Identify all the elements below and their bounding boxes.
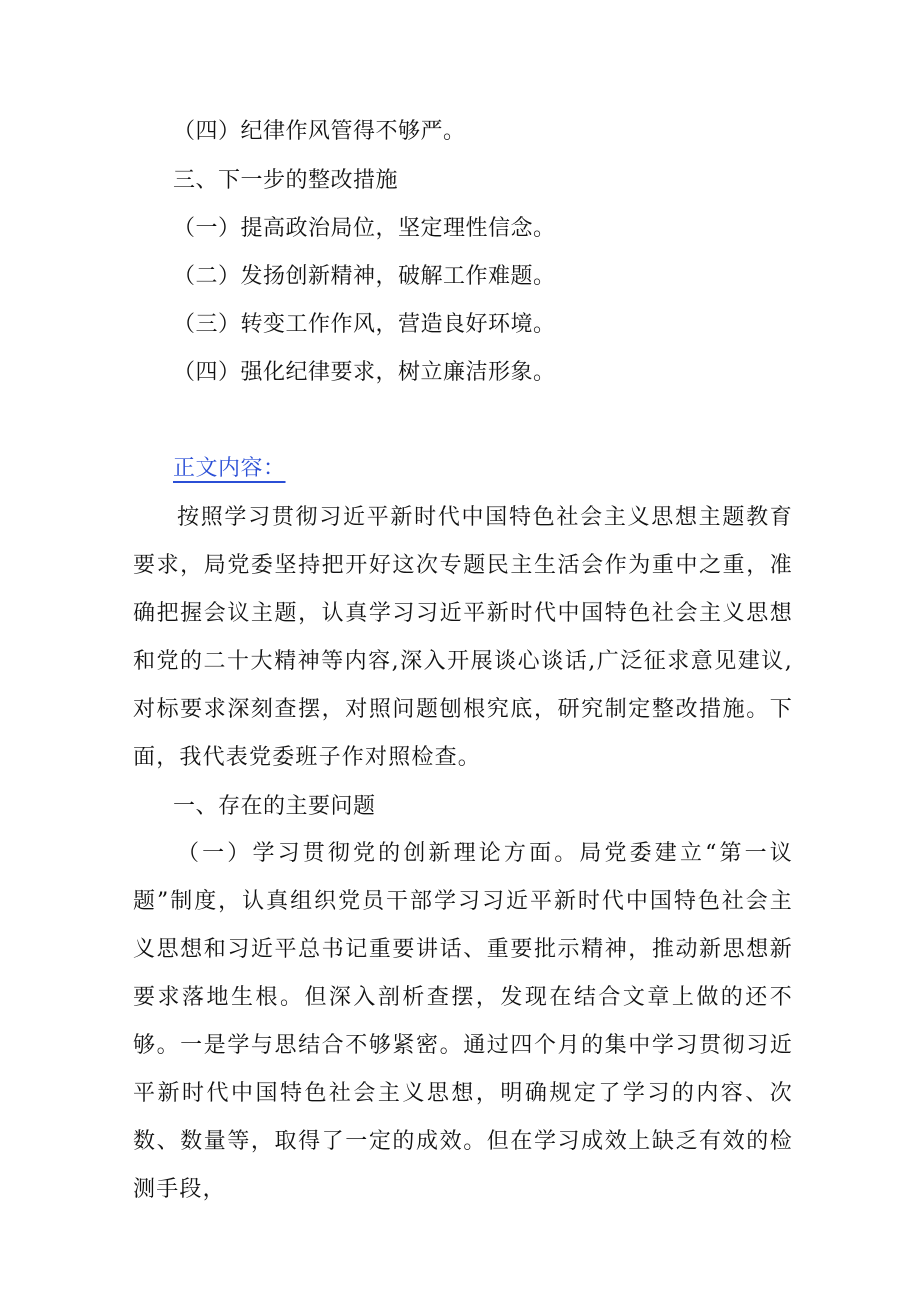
section-heading: 三、下一步的整改措施 — [173, 168, 399, 193]
list-item: （四）纪律作风管得不够严。 — [173, 119, 466, 144]
content-heading-link[interactable]: 正文内容： — [173, 456, 286, 481]
list-item: （二）发扬创新精神，破解工作难题。 — [173, 264, 556, 289]
list-item: （一）提高政治局位，坚定理性信念。 — [173, 216, 556, 241]
list-item: （三）转变工作作风，营造良好环境。 — [173, 312, 556, 337]
section-heading: 一、存在的主要问题 — [173, 794, 376, 819]
body-paragraph: （一）学习贯彻党的创新理论方面。局党委建立“第一议题”制度，认真组织党员干部学习习近平新时代中国特色社会主义思想和习近平总书记重要讲话、重要批示精神，推动新思想新要求落地生根。但深入剖析查摆，发现在结合文章上做的还不够。一是学与思结合不够紧密。通过四个月的集中学习贯彻习近平新时代中国特色社会主义思想，明确规定了学习的内容、次数、数量等，取得了一定的成效。但在学习成效上缺乏有效的检测手段， — [133, 841, 793, 1202]
intro-paragraph: 按照学习贯彻习近平新时代中国特色社会主义思想主题教育要求，局党委坚持把开好这次专题民主生活会作为重中之重，准确把握会议主题，认真学习习近平新时代中国特色社会主义思想和党的二十大精神等内容,深入开展谈心谈话,广泛征求意见建议,对标要求深刻查摆，对照问题刨根究底，研究制定整改措施。下面，我代表党委班子作对照检查。 — [133, 505, 793, 770]
list-item: （四）强化纪律要求，树立廉洁形象。 — [173, 360, 556, 385]
